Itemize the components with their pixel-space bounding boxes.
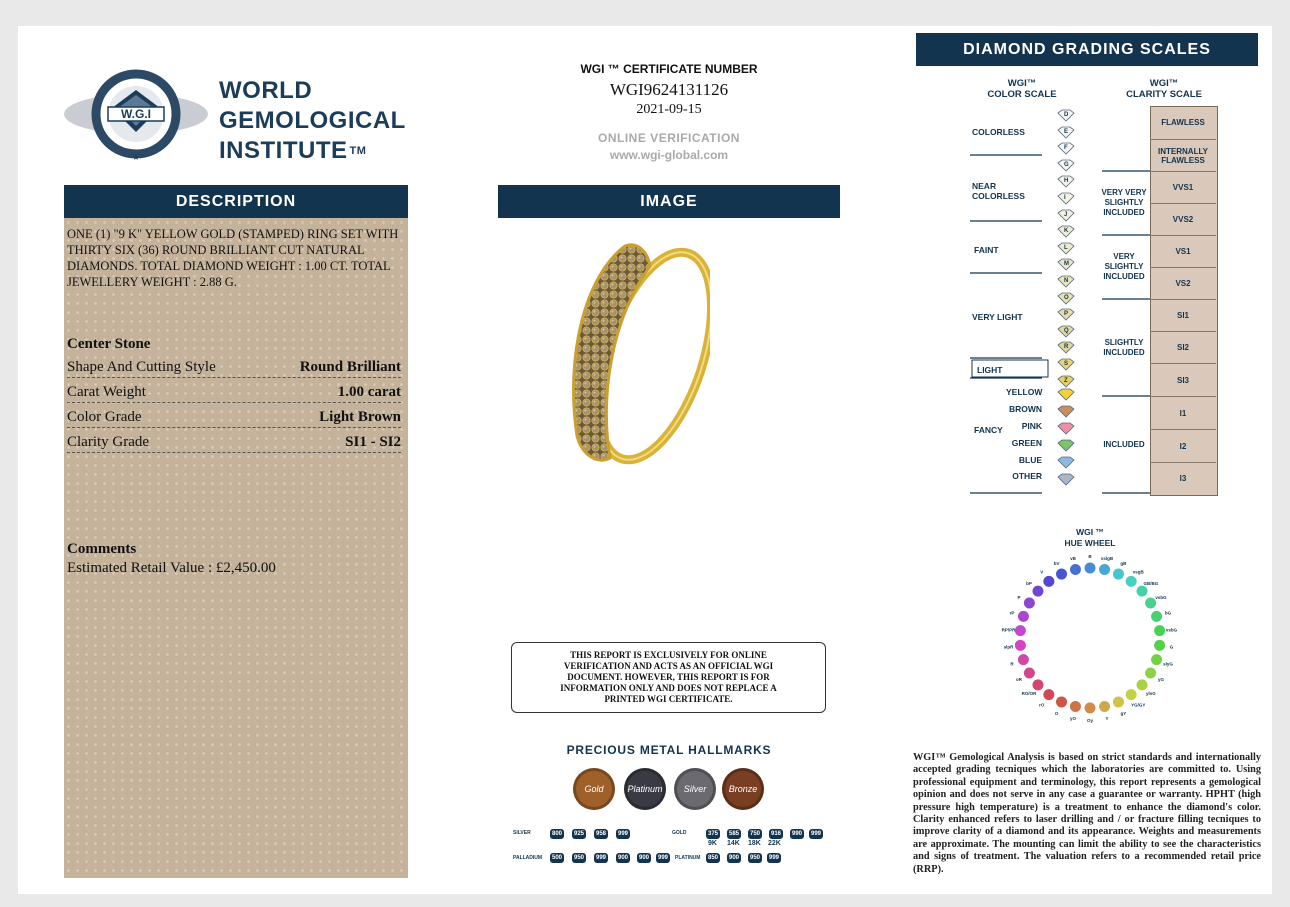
gold-karat: 22K	[768, 840, 781, 847]
hue-label: bV	[1053, 561, 1060, 567]
clarity-group-label: SLIGHTLY INCLUDED	[1103, 337, 1145, 357]
hue-label: Y	[1105, 716, 1109, 722]
clarity-grade: I1	[1150, 396, 1216, 429]
certificate-number-label: WGI ™ CERTIFICATE NUMBER	[580, 62, 758, 76]
palladium-hallmark: 500	[552, 855, 563, 861]
logo-abbr: W.G.I	[121, 107, 151, 121]
hue-label: Oy	[1086, 718, 1094, 723]
color-row	[67, 402, 401, 428]
platinum-hallmark: 950	[750, 855, 761, 861]
silver-hallmark-label: SILVER	[513, 830, 531, 836]
hue-swatch	[1017, 654, 1029, 666]
color-label: Color Grade	[67, 409, 142, 425]
clarity-scale-heading	[1104, 78, 1224, 100]
gold-karat: 14K	[727, 840, 740, 847]
fancy-label: FANCY	[974, 425, 1003, 435]
color-grade-letter: N	[1064, 278, 1069, 284]
hue-wheel-head1: WGI ™	[1076, 527, 1104, 537]
silver-hallmark: 925	[574, 831, 585, 837]
hue-swatch	[1145, 667, 1157, 679]
hue-label: bP	[1026, 581, 1032, 587]
color-grade-letter: L	[1064, 244, 1068, 251]
shape-value: Round Brilliant	[299, 359, 401, 375]
palladium-hallmark: 900	[639, 855, 650, 861]
shape-row	[67, 352, 401, 378]
hue-swatch	[1151, 610, 1163, 622]
hue-swatch	[1014, 639, 1026, 651]
color-diamond-icon	[1056, 192, 1076, 205]
hue-label: slyG	[1163, 661, 1173, 667]
carat-label: Carat Weight	[67, 384, 146, 400]
description-header: DESCRIPTION	[64, 185, 408, 218]
platinum-medal-icon: Platinum	[624, 768, 666, 810]
silver-medal-icon: Silver	[674, 768, 716, 810]
logo-line1: WORLD	[219, 77, 313, 104]
logo-wordmark	[219, 76, 406, 166]
clarity-grade: INTERNALLY FLAWLESS	[1150, 139, 1216, 171]
clarity-grade: VVS1	[1150, 171, 1216, 203]
palladium-hallmark: 900	[618, 855, 629, 861]
platinum-hallmark: 999	[769, 855, 780, 861]
fancy-diamond-icon	[1056, 422, 1076, 435]
bronze-medal-icon: Bronze	[722, 768, 764, 810]
clarity-grade: FLAWLESS	[1161, 118, 1205, 127]
clarity-scale-head2: CLARITY SCALE	[1126, 89, 1202, 100]
palladium-hallmark: 950	[574, 855, 585, 861]
color-grade-letter: O	[1064, 294, 1069, 301]
hue-label: ylsG	[1146, 690, 1156, 696]
hue-swatch	[1017, 610, 1029, 622]
platinum-hallmark-label: PLATINUM	[675, 855, 701, 861]
hue-label: B	[1088, 554, 1092, 559]
silver-hallmark: 958	[596, 831, 607, 837]
color-grade-letter: M	[1064, 261, 1069, 268]
color-grade-letter: G	[1064, 161, 1069, 168]
svg-text:★: ★	[132, 153, 140, 162]
platinum-hallmark: 850	[708, 855, 719, 861]
hue-swatch	[1136, 585, 1148, 597]
clarity-grade: I3	[1150, 462, 1216, 494]
color-scale-heading	[972, 78, 1072, 100]
hue-swatch	[1084, 702, 1096, 714]
hue-label: vsbG	[1165, 627, 1178, 633]
color-grade-letter: D	[1064, 112, 1069, 118]
color-grade-letter: I	[1064, 195, 1066, 201]
color-scale-head2: COLOR SCALE	[987, 89, 1057, 100]
hue-label: V	[1040, 569, 1044, 575]
gold-medal-icon: Gold	[573, 768, 615, 810]
logo-line3-wrap	[219, 136, 406, 166]
clarity-grade: VVS2	[1150, 203, 1216, 235]
color-grade-letter: Q	[1064, 327, 1069, 334]
hue-swatch	[1154, 639, 1166, 651]
clarity-grade: SI1	[1150, 299, 1216, 331]
hue-swatch	[1125, 689, 1137, 701]
scales-header: DIAMOND GRADING SCALES	[916, 33, 1258, 66]
platinum-hallmark: 900	[729, 855, 740, 861]
fancy-color-label: YELLOW	[1006, 387, 1043, 397]
fancy-diamond-icon	[1056, 439, 1076, 452]
color-grade-letter: E	[1064, 128, 1069, 135]
verification-notice: THIS REPORT IS EXCLUSIVELY FOR ONLINE VERIFICATION AND ACTS AS AN OFFICIAL WGI DOCUMENT. HOWEVER, THIS REPORT IS FOR INFORMATION ONLY AND DOES NOT REPLACE A PRINTED WGI CERTIFICATE.	[511, 642, 826, 713]
color-group-label: LIGHT	[977, 365, 1003, 375]
hue-label: vslgB	[1100, 555, 1114, 561]
clarity-grade: SI2	[1150, 331, 1216, 363]
online-verification-label: ONLINE VERIFICATION	[598, 131, 740, 145]
ring-image	[555, 236, 710, 466]
color-grade-letter: H	[1064, 178, 1069, 185]
fancy-diamond-icon	[1056, 473, 1076, 486]
clarity-grade: I2	[1150, 429, 1216, 462]
hue-swatch	[1154, 625, 1166, 637]
gold-hallmark: 375	[708, 831, 719, 837]
gold-hallmark: 916	[771, 831, 782, 837]
hue-label: YG/GY	[1131, 702, 1146, 708]
description-text: ONE (1) "9 K" YELLOW GOLD (STAMPED) RING SET WITH THIRTY SIX (36) ROUND BRILLIANT CUT NATURAL DIAMONDS. TOTAL DIAMOND WEIGHT : 1.00 CT. TOTAL JEWELLERY WEIGHT : 2.88 G.	[67, 227, 399, 289]
color-value: Light Brown	[319, 409, 401, 425]
color-grade-letter: R	[1064, 344, 1069, 351]
hue-label: oR	[1015, 677, 1022, 682]
hue-label: G	[1169, 644, 1174, 650]
hue-swatch	[1069, 700, 1081, 712]
fancy-color-label: BLUE	[1018, 455, 1042, 465]
clarity-value: SI1 - SI2	[345, 434, 401, 450]
hue-swatch	[1069, 564, 1081, 576]
hue-label: yO	[1069, 716, 1076, 722]
clarity-grade: VS1	[1150, 235, 1216, 267]
hue-swatch	[1084, 562, 1096, 574]
carat-row	[67, 377, 401, 403]
logo-line3: INSTITUTE	[219, 137, 348, 164]
online-verification-url[interactable]: www.wgi-global.com	[609, 148, 729, 162]
gold-hallmark: 999	[811, 831, 822, 837]
hue-label: O	[1054, 710, 1059, 716]
logo-tm: TM	[349, 145, 367, 157]
palladium-hallmark: 999	[596, 855, 607, 861]
color-group-label: VERY LIGHT	[972, 312, 1023, 322]
hue-swatch	[1032, 585, 1044, 597]
color-group-label: COLORLESS	[972, 127, 1025, 137]
color-grade-letter: F	[1064, 145, 1068, 152]
clarity-label: Clarity Grade	[67, 434, 150, 450]
color-grade-letter: P	[1064, 311, 1069, 318]
hue-swatch	[1125, 575, 1137, 587]
gold-hallmark: 750	[750, 831, 761, 837]
hue-swatch	[1099, 700, 1111, 712]
hue-label: R	[1010, 661, 1014, 667]
gold-karat: 18K	[748, 840, 761, 847]
hue-label: yG	[1158, 677, 1165, 682]
hue-swatch	[1014, 625, 1026, 637]
fancy-color-label: OTHER	[1012, 471, 1042, 481]
comments-title: Comments	[67, 541, 137, 557]
hue-label: gB	[1120, 561, 1127, 567]
hue-swatch	[1023, 667, 1035, 679]
hue-wheel-head2: HUE WHEEL	[1064, 538, 1116, 548]
color-grade-letter: S	[1064, 361, 1069, 367]
clarity-grade: SI3	[1150, 363, 1216, 396]
hue-swatch	[1023, 597, 1035, 609]
hue-label: RP/PR	[1001, 627, 1016, 633]
fancy-diamond-icon	[1056, 388, 1076, 401]
hue-label: vB	[1070, 555, 1076, 561]
gold-hallmark: 990	[792, 831, 803, 837]
description-panel	[64, 218, 408, 878]
hue-label: bG	[1164, 610, 1172, 616]
hallmarks-title: PRECIOUS METAL HALLMARKS	[566, 743, 772, 757]
hue-label: rO	[1039, 702, 1045, 708]
color-group-label: NEAR COLORLESS	[972, 181, 1025, 201]
hue-wheel-heading	[1000, 527, 1180, 549]
hue-label: GB/BG	[1143, 581, 1159, 587]
clarity-group-label: VERY SLIGHTLY INCLUDED	[1103, 252, 1145, 281]
gold-karat: 9K	[708, 840, 717, 847]
wgi-globe-logo	[62, 62, 210, 166]
gemological-disclaimer: WGI™ Gemological Analysis is based on strict standards and internationally accepted grading tecniques which the laboratories are committed to. Using professional equipment and terminology, this report represents a gemological opinion and does not serve in any case a guarantee or warranty. HPHT (high pressure high temperature) is a treatment to enhance the diamond's color. Clarity enhanced refers to laser drilling and / or fracture filling tecniques to improve clarity of a diamond and its appearance. Weights and measurements are approximate. The mounting can limit the ability to see the characteristics and signs of treatment. The valuation refers to a recommended retail price (RRP).	[913, 752, 1261, 875]
color-group-label: FAINT	[974, 245, 999, 255]
color-scale-head1: WGI™	[1007, 78, 1037, 89]
hue-swatch	[1151, 654, 1163, 666]
silver-hallmark: 999	[618, 831, 629, 837]
center-stone-title: Center Stone	[67, 336, 151, 352]
hue-label: gY	[1120, 710, 1127, 716]
clarity-grade: VS2	[1150, 267, 1216, 299]
gold-hallmark-label: GOLD	[672, 830, 687, 836]
fancy-diamond-icon	[1056, 405, 1076, 418]
fancy-color-label: BROWN	[1008, 404, 1042, 414]
hue-swatch	[1043, 575, 1055, 587]
palladium-hallmark-label: PALLADIUM	[513, 855, 543, 861]
color-grade-letter: K	[1064, 228, 1069, 235]
hue-swatch	[1056, 568, 1068, 580]
logo-line2: GEMOLOGICAL	[219, 107, 406, 134]
color-grade-letter: J	[1064, 211, 1068, 218]
hue-swatch	[1032, 679, 1044, 691]
clarity-scale-head1: WGI™	[1149, 78, 1179, 89]
color-grade-letter: Z	[1064, 377, 1068, 384]
clarity-group-label: INCLUDED	[1103, 439, 1145, 449]
hue-swatch	[1112, 568, 1124, 580]
hue-swatch	[1043, 689, 1055, 701]
clarity-row	[67, 427, 401, 453]
silver-hallmark: 800	[552, 831, 563, 837]
certificate-date: 2021-09-15	[636, 102, 702, 117]
hue-swatch	[1136, 679, 1148, 691]
image-header: IMAGE	[498, 185, 840, 218]
clarity-group-label: VERY VERY SLIGHTLY INCLUDED	[1101, 188, 1147, 217]
gold-hallmark: 585	[729, 831, 740, 837]
comments-text: Estimated Retail Value : £2,450.00	[67, 560, 276, 576]
fancy-diamond-icon	[1056, 456, 1076, 469]
hue-label: slpR	[1003, 644, 1014, 650]
hue-label: rP	[1009, 610, 1015, 616]
carat-value: 1.00 carat	[337, 384, 401, 400]
palladium-hallmark: 999	[658, 855, 669, 861]
fancy-color-label: PINK	[1021, 421, 1042, 431]
hue-swatch	[1099, 564, 1111, 576]
hue-swatch	[1112, 696, 1124, 708]
hue-label: P	[1017, 595, 1021, 600]
hue-swatch	[1056, 696, 1068, 708]
fancy-color-label: GREEN	[1011, 438, 1042, 448]
hue-label: vsbG	[1155, 595, 1167, 600]
hue-label: vsgB	[1132, 569, 1144, 575]
hue-wheel	[990, 550, 1190, 730]
certificate-number: WGI9624131126	[609, 80, 729, 99]
hue-label: RO/OR	[1021, 690, 1037, 696]
shape-label: Shape And Cutting Style	[67, 359, 216, 375]
